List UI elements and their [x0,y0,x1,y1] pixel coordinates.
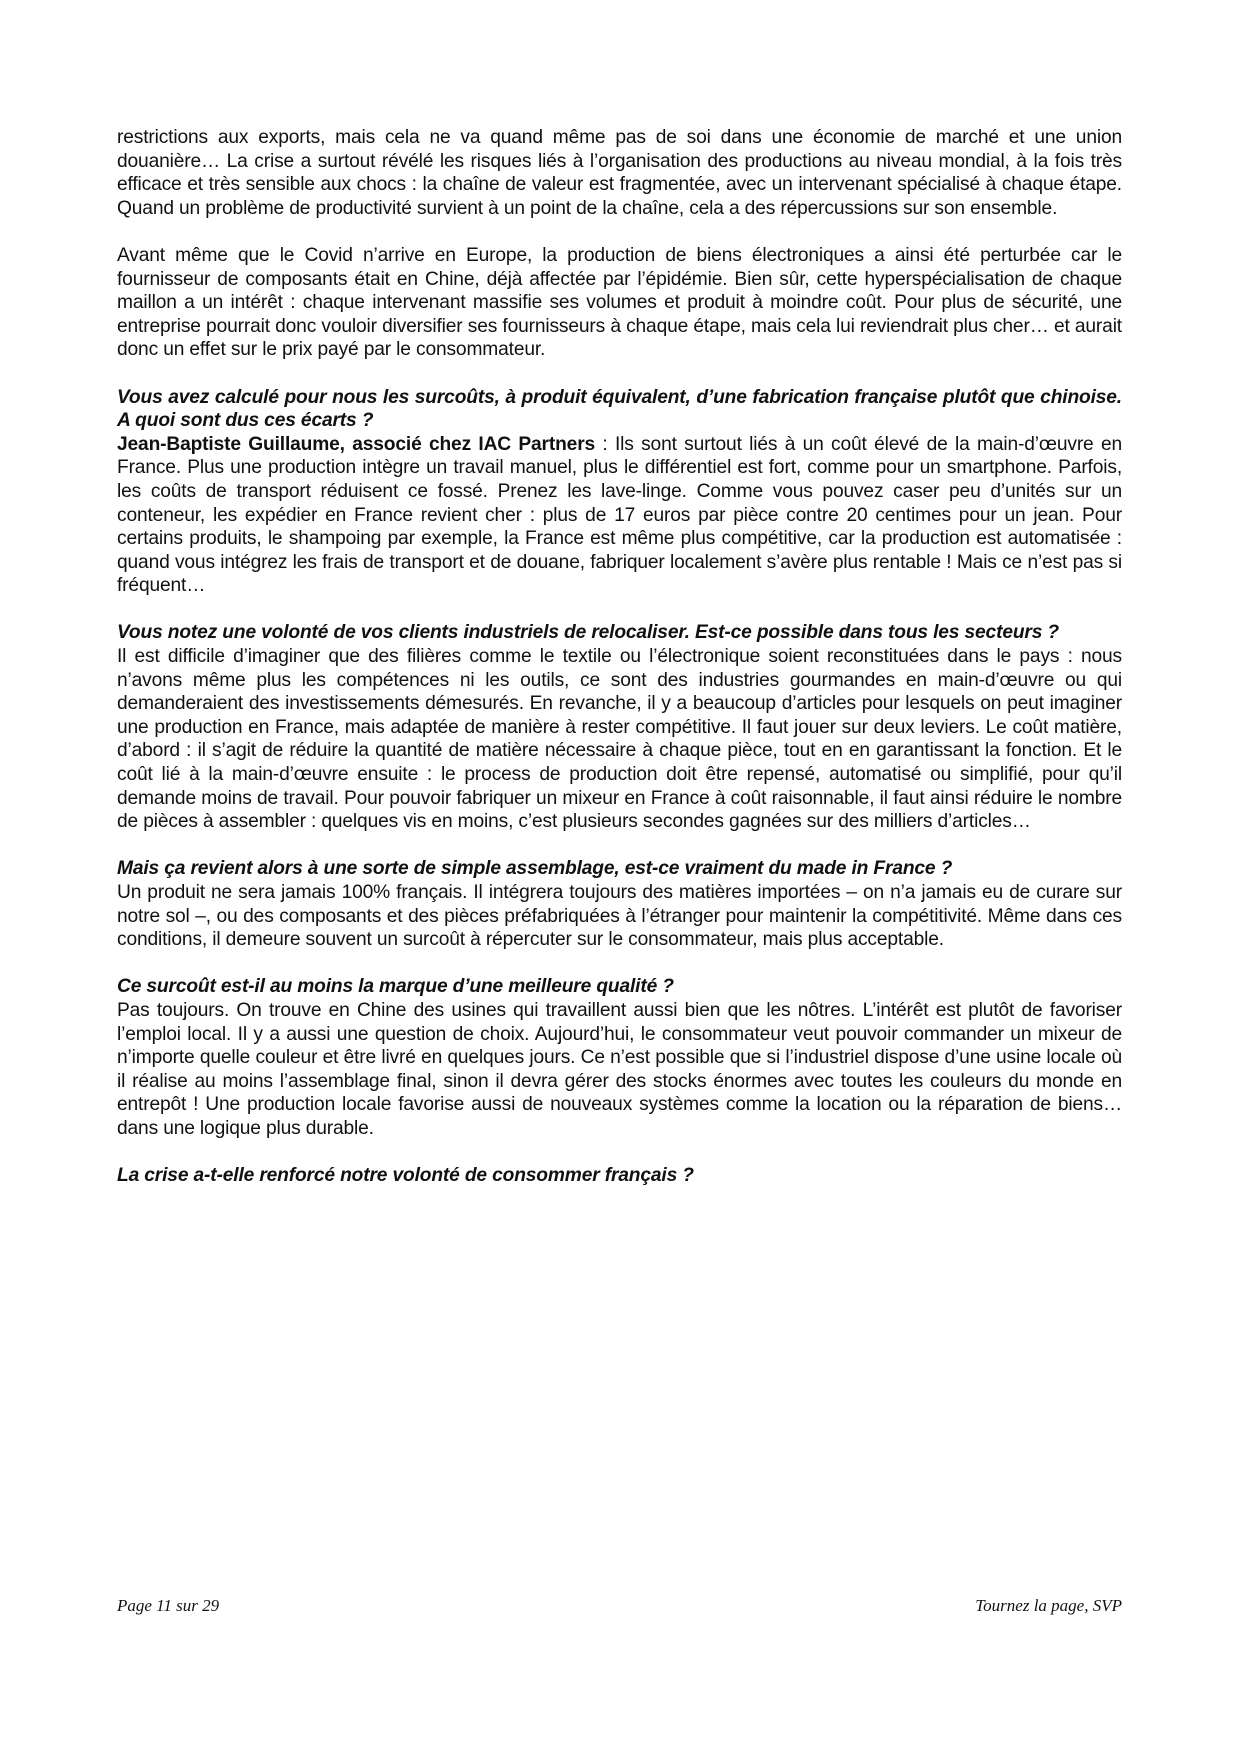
qa-consommer-francais [117,1164,1122,1188]
question-surcouts: Vous avez calculé pour nous les surcoûts, à produit équivalent, d’une fabrication française plutôt que chinoise. A quoi sont dus ces écarts ? [117,386,1122,432]
question-consommer-francais: La crise a-t-elle renforcé notre volonté de consommer français ? [117,1165,694,1187]
page-footer [117,1596,1122,1616]
turn-page-note: Tournez la page, SVP [975,1596,1122,1615]
question-relocaliser: Vous notez une volonté de vos clients industriels de relocaliser. Est-ce possible dans tous les secteurs ? [117,622,1059,644]
qa-relocaliser [117,621,1122,833]
question-assemblage: Mais ça revient alors à une sorte de simple assemblage, est-ce vraiment du made in France ? [117,858,953,880]
answer-text: : Ils sont surtout liés à un coût élevé de la main-d’œuvre en France. Plus une production intègre un travail manuel, plus le différentiel est fort, comme pour un smartphone. Parfois, les coûts de transport réduisent ce fossé. Prenez les lave-linge. Comme vous pouvez caser peu d’unités sur un conteneur, les expédier en France revient cher : plus de 17 euros par pièce contre 20 centimes pour un jean. Pour certains produits, le shampoing par exemple, la France est même plus compétitive, car la production est automatisée : quand vous intégrez les frais de transport et de douane, fabriquer localement s’avère plus rentable ! Mais ce n’est pas si fréquent… [117,433,1122,597]
qa-qualite [117,975,1122,1140]
paragraph-covid-electronics: Avant même que le Covid n’arrive en Europe, la production de biens électroniques a ainsi été perturbée car le fournisseur de composants était en Chine, déjà affectée par l’épidémie. Bien sûr, cette hyperspécialisation de chaque maillon a un intérêt : chaque intervenant massifie ses volumes et produit à moindre coût. Pour plus de sécurité, une entreprise pourrait donc vouloir diversifier ses fournisseurs à chaque étape, mais cela lui reviendrait plus cher… et aurait donc un effet sur le prix payé par le consommateur. [117,244,1122,361]
qa-surcouts [117,386,1122,598]
speaker-name: Jean-Baptiste Guillaume, associé chez IAC Partners [117,433,596,455]
paragraph-supply-chain: restrictions aux exports, mais cela ne va quand même pas de soi dans une économie de marché et une union douanière… La crise a surtout révélé les risques liés à l’organisation des productions au niveau mondial, à la fois très efficace et très sensible aux chocs : la chaîne de valeur est fragmentée, avec un intervenant spécialisé à chaque étape. Quand un problème de productivité survient à un point de la chaîne, cela a des répercussions sur son ensemble. [117,127,1122,219]
document-page [117,126,1122,1211]
answer-assemblage: Un produit ne sera jamais 100% français. Il intégrera toujours des matières importées – on n’a jamais eu de curare sur notre sol –, ou des composants et des pièces préfabriquées à l’étranger pour maintenir la compétitivité. Même dans ces conditions, il demeure souvent un surcoût à répercuter sur le consommateur, mais plus acceptable. [117,882,1122,951]
answer-surcouts [117,433,1122,598]
page-number: Page 11 sur 29 [117,1596,220,1615]
answer-qualite: Pas toujours. On trouve en Chine des usines qui travaillent aussi bien que les nôtres. L’intérêt est plutôt de favoriser l’emploi local. Il y a aussi une question de choix. Aujourd’hui, le consommateur veut pouvoir commander un mixeur de n’importe quelle couleur et être livré en quelques jours. Ce n’est possible que si l’industriel dispose d’une usine locale où il réalise au moins l’assemblage final, sinon il devra gérer des stocks énormes avec toutes les couleurs du monde en entrepôt ! Une production locale favorise aussi de nouveaux systèmes comme la location ou la réparation de biens… dans une logique plus durable. [117,999,1122,1139]
answer-relocaliser: Il est difficile d’imaginer que des filières comme le textile ou l’électronique soient reconstituées dans le pays : nous n’avons même plus les compétences ni les outils, ce sont des industries gourmandes en main-d’œuvre ou qui demanderaient des investissements démesurés. En revanche, il y a beaucoup d’articles pour lesquels on peut imaginer une production en France, mais adaptée de manière à rester compétitive. Il faut jouer sur deux leviers. Le coût matière, d’abord : il s’agit de réduire la quantité de matière nécessaire à chaque pièce, tout en en garantissant la fonction. Et le coût lié à la main-d’œuvre ensuite : le process de production doit être repensé, automatisé ou simplifié, pour qu’il demande moins de travail. Pour pouvoir fabriquer un mixeur en France à coût raisonnable, il faut ainsi réduire le nombre de pièces à assembler : quelques vis en moins, c’est plusieurs secondes gagnées sur des milliers d’articles… [117,646,1122,833]
question-qualite: Ce surcoût est-il au moins la marque d’une meilleure qualité ? [117,976,674,998]
qa-assemblage [117,857,1122,951]
